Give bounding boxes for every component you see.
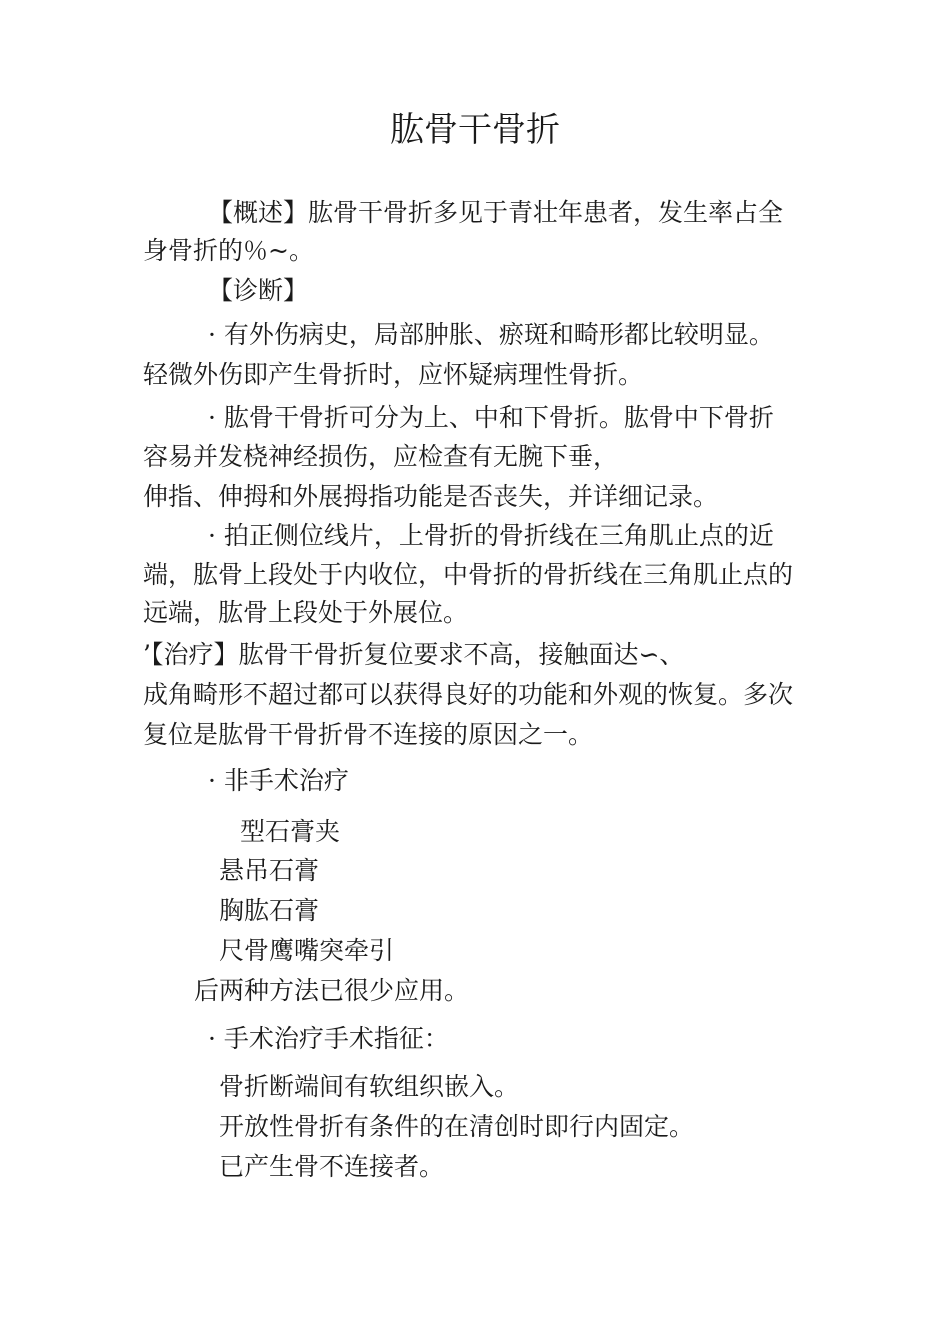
surgical-indication-1: 骨折断端间有软组织嵌入。 — [219, 1072, 520, 1101]
diagnosis-item-1-line-1: · 有外伤病史，局部肿胀、瘀斑和畸形都比较明显。 — [208, 320, 774, 349]
overview-line-2: 身骨折的％~。 — [143, 236, 314, 265]
diagnosis-item-3-line-2: 端，肱骨上段处于内收位，中骨折的骨折线在三角肌止点的 — [143, 560, 794, 589]
nonsurgical-item-4: 尺骨鹰嘴突牵引 — [219, 936, 395, 965]
treatment-line-2: 成角畸形不超过都可以获得良好的功能和外观的恢复。多次 — [143, 680, 794, 709]
nonsurgical-note: 后两种方法已很少应用。 — [194, 976, 470, 1005]
nonsurgical-item-1: 型石膏夹 — [240, 817, 341, 846]
nonsurgical-item-3: 胸肱石膏 — [219, 896, 320, 925]
diagnosis-item-2-line-2: 容易并发桡神经损伤，应检查有无腕下垂， — [143, 442, 619, 471]
treatment-line-1: ’【治疗】肱骨干骨折复位要求不高，接触面达∽、 — [143, 640, 685, 669]
diagnosis-item-3-line-1: · 拍正侧位线片，上骨折的骨折线在三角肌止点的近 — [208, 521, 774, 550]
surgical-heading: · 手术治疗手术指征： — [208, 1024, 449, 1053]
overview-line-1: 【概述】肱骨干骨折多见于青壮年患者，发生率占全 — [208, 198, 784, 227]
surgical-indication-2: 开放性骨折有条件的在清创时即行内固定。 — [219, 1112, 695, 1141]
surgical-indication-3: 已产生骨不连接者。 — [219, 1152, 445, 1181]
diagnosis-item-1-line-2: 轻微外伤即产生骨折时，应怀疑病理性骨折。 — [143, 360, 644, 389]
diagnosis-heading: 【诊断】 — [208, 276, 309, 305]
diagnosis-item-2-line-1: · 肱骨干骨折可分为上、中和下骨折。肱骨中下骨折 — [208, 403, 774, 432]
diagnosis-item-3-line-3: 远端，肱骨上段处于外展位。 — [143, 598, 469, 627]
document-title: 肱骨干骨折 — [390, 110, 560, 150]
diagnosis-item-2-line-3: 伸指、伸拇和外展拇指功能是否丧失，并详细记录。 — [143, 482, 719, 511]
nonsurgical-heading: · 非手术治疗 — [208, 766, 349, 795]
treatment-line-3: 复位是肱骨干骨折骨不连接的原因之一。 — [143, 720, 594, 749]
nonsurgical-item-2: 悬吊石膏 — [219, 856, 320, 885]
